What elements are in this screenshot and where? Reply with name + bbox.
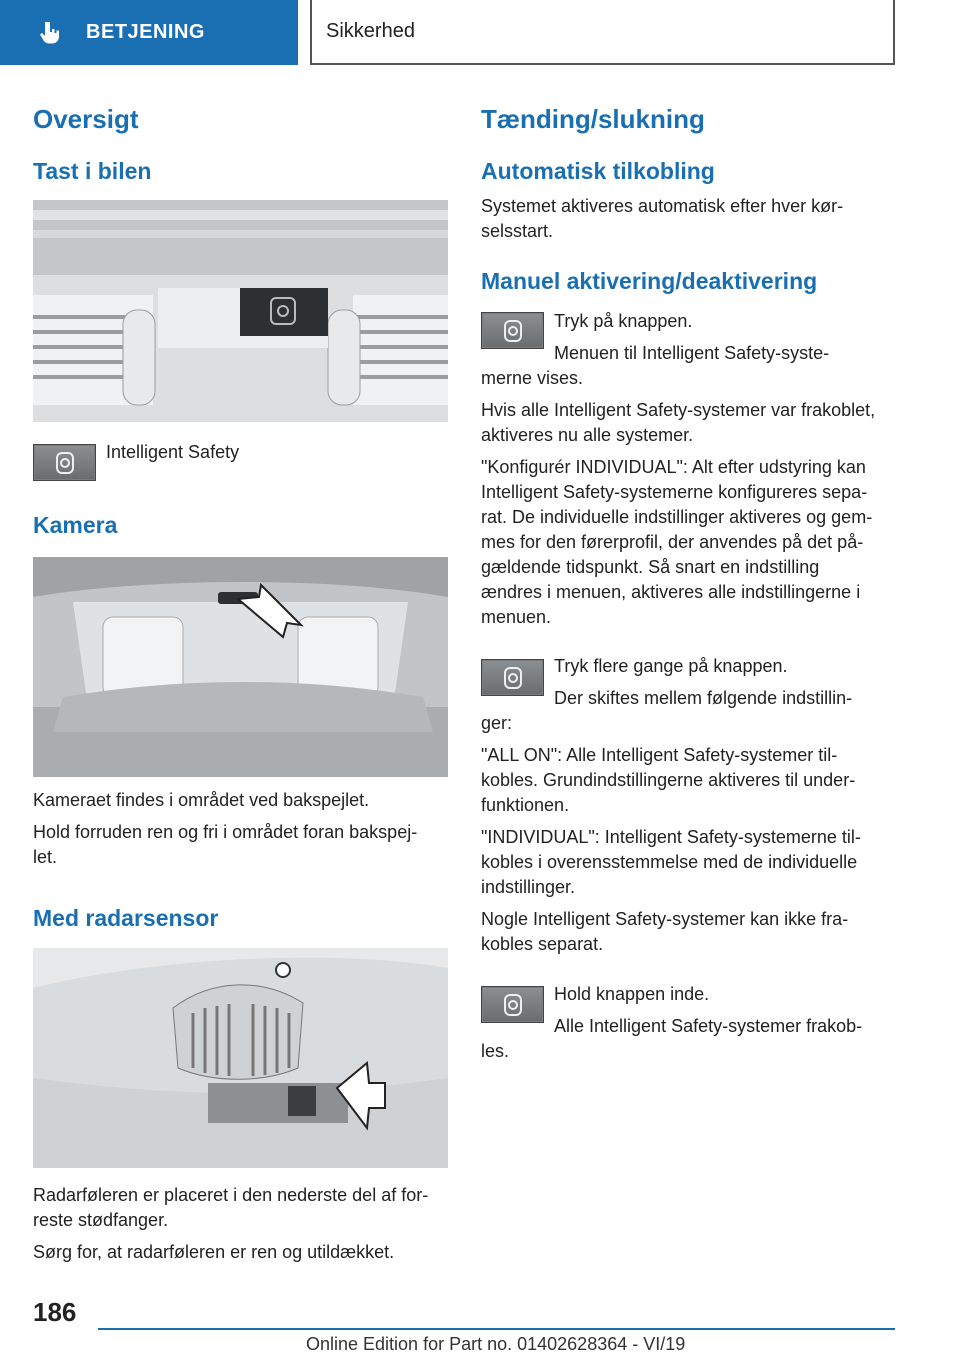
chapter-label: BETJENING xyxy=(86,21,205,43)
step1-text-c: merne vises. xyxy=(481,368,584,388)
configure-text-3: rat. De individuelle indstillinger aktiveres og gem- xyxy=(481,507,873,527)
all-on-text-c: funktionen. xyxy=(481,795,570,815)
radar-heading: Med radarsensor xyxy=(33,905,219,931)
configure-text-6: ændres i menuen, aktiveres alle indstillingerne i xyxy=(481,582,861,602)
some-systems-text-a: Nogle Intelligent Safety-systemer kan ikke fra- xyxy=(481,909,849,929)
radar-text-1a: Radarføleren er placeret i den nederste del af for- xyxy=(33,1185,429,1205)
chapter-tab xyxy=(0,0,298,65)
dashboard-button-image xyxy=(33,200,448,422)
camera-text-2a: Hold forruden ren og fri i området foran bakspej- xyxy=(33,822,418,842)
some-systems-text-b: kobles separat. xyxy=(481,934,604,954)
camera-text-1: Kameraet findes i området ved bakspejlet. xyxy=(33,790,370,810)
all-off-text-b: aktiveres nu alle systemer. xyxy=(481,425,694,445)
footer-divider xyxy=(98,1328,895,1330)
radar-text-1b: reste stødfanger. xyxy=(33,1210,169,1230)
radar-location-image xyxy=(33,948,448,1168)
configure-text-4: mes for den førerprofil, der anvendes på det på- xyxy=(481,532,864,552)
step1-text-b: Menuen til Intelligent Safety-syste- xyxy=(554,343,830,363)
all-off-text-a: Hvis alle Intelligent Safety-systemer var frakoblet, xyxy=(481,400,876,420)
overview-heading: Oversigt xyxy=(33,104,139,134)
button-caption: Intelligent Safety xyxy=(106,442,240,462)
auto-text-b: selsstart. xyxy=(481,221,554,241)
edition-note: Online Edition for Part no. 01402628364 - VI/19 xyxy=(306,1334,686,1354)
step3-text-b: Alle Intelligent Safety-systemer frakob- xyxy=(554,1016,863,1036)
radar-text-2: Sørg for, at radarføleren er ren og utildækket. xyxy=(33,1242,395,1262)
individual-text-c: indstillinger. xyxy=(481,877,576,897)
individual-text-a: "INDIVIDUAL": Intelligent Safety-systemerne til- xyxy=(481,827,861,847)
hand-pointer-icon xyxy=(38,20,64,46)
manual-activation-heading: Manuel aktivering/deaktivering xyxy=(481,268,818,294)
step2-text-b: Der skiftes mellem følgende indstillin- xyxy=(554,688,853,708)
camera-location-image xyxy=(33,557,448,777)
all-on-text-a: "ALL ON": Alle Intelligent Safety-systemer til- xyxy=(481,745,838,765)
configure-text-7: menuen. xyxy=(481,607,552,627)
auto-activation-heading: Automatisk tilkobling xyxy=(481,158,715,184)
step1-text-a: Tryk på knappen. xyxy=(554,311,693,331)
intelligent-safety-button-icon-3 xyxy=(481,986,544,1023)
configure-text-1: "Konfigurér INDIVIDUAL": Alt efter udstyring kan xyxy=(481,457,866,477)
camera-text-2b: let. xyxy=(33,847,58,867)
on-off-heading: Tænding/slukning xyxy=(481,104,705,134)
step2-text-a: Tryk flere gange på knappen. xyxy=(554,656,788,676)
section-header xyxy=(310,0,895,65)
step2-text-c: ger: xyxy=(481,713,513,733)
step3-text-c: les. xyxy=(481,1041,510,1061)
button-heading: Tast i bilen xyxy=(33,158,152,184)
individual-text-b: kobles i overensstemmelse med de individuelle xyxy=(481,852,858,872)
section-label: Sikkerhed xyxy=(326,20,415,42)
configure-text-5: gældende tidspunkt. Så snart en indstilling xyxy=(481,557,820,577)
intelligent-safety-button-icon-2 xyxy=(481,659,544,696)
intelligent-safety-button-icon-1 xyxy=(481,312,544,349)
auto-text-a: Systemet aktiveres automatisk efter hver kør- xyxy=(481,196,844,216)
intelligent-safety-button-icon xyxy=(33,444,96,481)
configure-text-2: Intelligent Safety-systemerne konfigureres sepa- xyxy=(481,482,868,502)
step3-text-a: Hold knappen inde. xyxy=(554,984,710,1004)
all-on-text-b: kobles. Grundindstillingerne aktiveres til under- xyxy=(481,770,856,790)
camera-heading: Kamera xyxy=(33,512,118,538)
page-number: 186 xyxy=(33,1297,77,1327)
